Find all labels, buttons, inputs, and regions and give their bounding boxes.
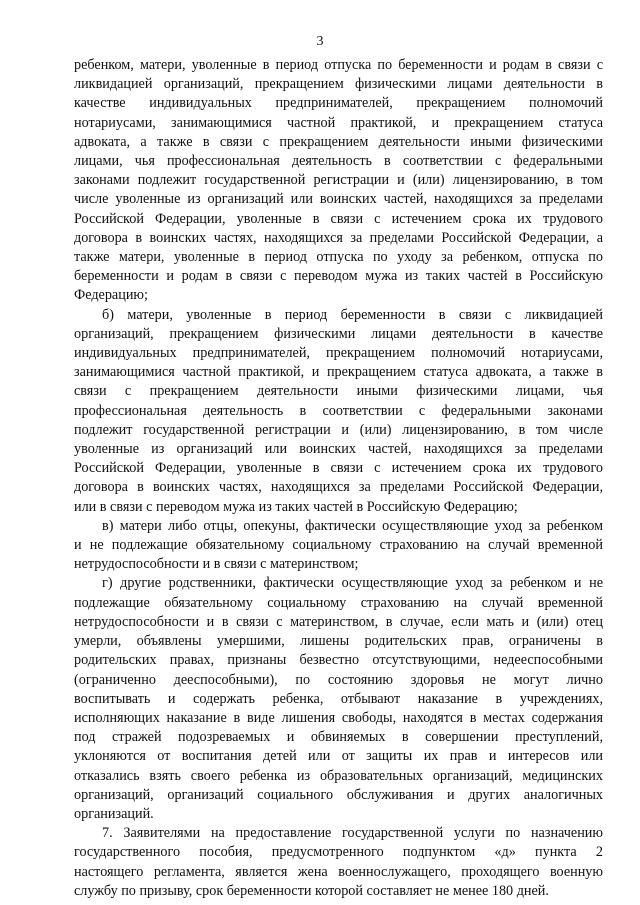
text-line: уволенные из организаций или воинских частей, находящихся за пределами — [74, 441, 603, 458]
text-line: организаций, прекращением физическими лицами деятельности в качестве — [74, 325, 603, 342]
text-line: индивидуальных предпринимателей, прекращением полномочий нотариусами, — [74, 345, 603, 362]
text-line: умерли, объявлены умершими, лишены родительских прав, ограничены в — [74, 633, 603, 650]
text-line: беременности и родам в связи с переводом мужа из таких частей в Российскую — [74, 268, 603, 285]
text-line: г) другие родственники, фактически осуществляющие уход за ребенком и не — [102, 575, 603, 592]
text-line: также матери, уволенные в период отпуска по уходу за ребенком, отпуска по — [74, 249, 603, 266]
text-line: (ограниченно дееспособными), по состоянию здоровья не могут лично — [74, 671, 603, 688]
page-number: 3 — [316, 34, 324, 49]
text-line: нетрудоспособности и в связи с материнством; — [74, 556, 359, 573]
text-line: в) матери либо отцы, опекуны, фактически осуществляющие уход за ребенком — [102, 517, 603, 534]
text-line: профессиональная деятельность в соответствии с федеральными законами — [74, 402, 603, 419]
text-line: подлежит государственной регистрации и (или) лицензированию, в том числе — [74, 421, 603, 438]
text-line: или в связи с переводом мужа из таких частей в Российскую Федерацию; — [74, 498, 518, 515]
text-line: Российской Федерации, уволенные в связи с истечением срока их трудового — [74, 460, 603, 477]
text-line: отказались взять своего ребенка из образовательных организаций, медицинских — [74, 767, 603, 784]
text-line: государственного пособия, предусмотренного подпунктом «д» пункта 2 — [74, 844, 603, 861]
text-line: Федерацию; — [74, 287, 148, 304]
text-line: б) матери, уволенные в период беременности в связи с ликвидацией — [102, 306, 603, 323]
text-line: Российской Федерации, уволенные в связи с истечением срока их трудового — [74, 210, 603, 227]
text-line: под стражей подозреваемых и обвиняемых в совершении преступлений, — [74, 729, 603, 746]
text-line: и не подлежащие обязательному социальному страхованию на случай временной — [74, 537, 603, 554]
text-line: уклоняются от воспитания детей или от защиты их прав и интересов или — [74, 748, 603, 765]
text-line: исполняющих наказание в виде лишения свободы, находятся в местах содержания — [74, 709, 603, 726]
text-line: организаций. — [74, 805, 154, 822]
text-line: подлежащие обязательному социальному страхованию на случай временной — [74, 594, 603, 611]
text-line: лицами, чья профессиональная деятельность в соответствии с федеральными — [74, 153, 603, 170]
text-line: ребенком, матери, уволенные в период отпуска по беременности и родам в связи с — [74, 57, 603, 73]
document-body — [74, 56, 603, 901]
text-line: 7. Заявителями на предоставление государственной услуги по назначению — [102, 825, 603, 842]
text-line: родительских правах, признаны безвестно отсутствующими, недееспособными — [74, 652, 603, 669]
text-line: связи с прекращением деятельности иными физическими лицами, чья — [74, 383, 603, 400]
text-line: договора в воинских частях, находящихся за пределами Российской Федерации, — [74, 479, 603, 496]
text-line: законами подлежит государственной регистрации и (или) лицензированию, в том — [74, 172, 603, 189]
text-line: воспитывать и содержать ребенка, отбывают наказание в учреждениях, — [74, 690, 603, 707]
text-line: договора в воинских частях, находящихся за пределами Российской Федерации, а — [74, 229, 603, 246]
text-line: нотариусами, занимающимися частной практикой, и прекращением статуса — [74, 114, 603, 131]
text-line: занимающимися частной практикой, и прекращением статуса адвоката, а также в — [74, 364, 603, 381]
text-line: качестве индивидуальных предпринимателей, прекращением полномочий — [74, 95, 603, 112]
text-line: организаций, организаций социального обслуживания и других аналогичных — [74, 786, 603, 803]
text-line: службу по призыву, срок беременности которой составляет не менее 180 дней. — [74, 882, 549, 899]
text-line: настоящего регламента, является жена военнослужащего, проходящего военную — [74, 863, 603, 880]
text-line: адвоката, а также в связи с прекращением деятельности иными физическими — [74, 133, 603, 150]
text-line: числе уволенные из организаций или воинских частей, находящихся за пределами — [74, 191, 603, 208]
text-line: нетрудоспособности и в связи с материнством, в случае, если мать и (или) отец — [74, 613, 603, 630]
text-line: ликвидацией организаций, прекращением физическими лицами деятельности в — [74, 76, 603, 93]
